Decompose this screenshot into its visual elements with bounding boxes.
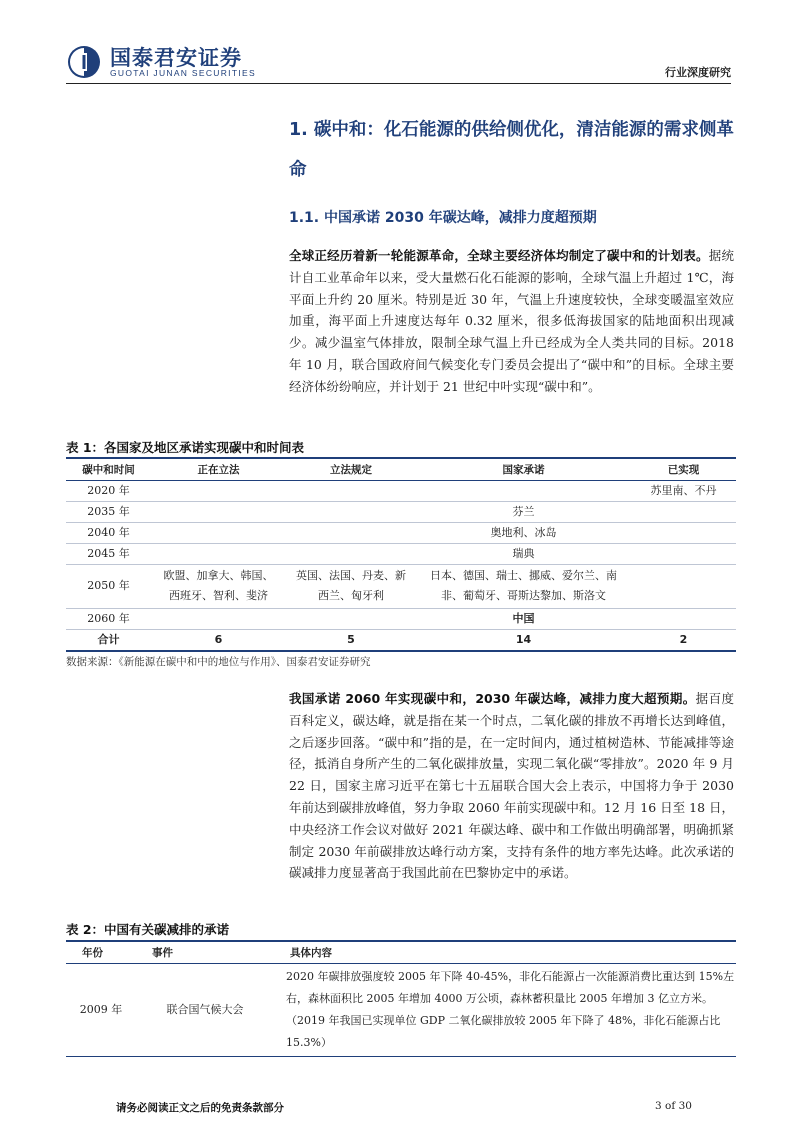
table-cell: 奥地利、冰岛 <box>416 522 631 543</box>
table-cell <box>151 608 286 629</box>
table-cell: 合计 <box>66 629 151 651</box>
subsection-heading: 1.1. 中国承诺 2030 年碳达峰，减排力度超预期 <box>289 210 597 226</box>
table-cell: 5 <box>286 629 416 651</box>
paragraph-lead: 全球正经历着新一轮能源革命，全球主要经济体均制定了碳中和的计划表。 <box>289 248 709 263</box>
table-title: 表 2：中国有关碳减排的承诺 <box>66 922 230 937</box>
table-cell <box>151 543 286 564</box>
table-row <box>66 522 736 543</box>
table-cell <box>151 501 286 522</box>
table-cell: 瑞典 <box>416 543 631 564</box>
table-cell: 芬兰 <box>416 501 631 522</box>
table-row <box>66 480 736 501</box>
table-row <box>66 608 736 629</box>
table-cell: 2050 年 <box>66 564 151 608</box>
table-title: 表 1：各国家及地区承诺实现碳中和时间表 <box>66 440 305 455</box>
table-cell: 2009 年 <box>79 1002 123 1016</box>
paragraph-china-commitment <box>289 688 734 884</box>
table-cell <box>631 608 736 629</box>
section-heading: 1. 碳中和：化石能源的供给侧优化，清洁能源的需求侧革命 <box>289 120 734 180</box>
table-cell <box>631 543 736 564</box>
logo-text-cn: 国泰君安证券 <box>110 46 242 70</box>
paragraph-body: 据统计自工业革命年以来，受大量燃石化石能源的影响，全球气温上升超过 1℃，海平面上升约 20 厘米。特别是近 30 年，气温上升速度较快，全球变暖温室效应加重，海平面上升速度达每年 0.32 厘米，很多低海拔国家的陆地面积出现减少。减少温室气体排放，限制全球气温上升已经成为全人类共同的目标。2018 年 10 月，联合国政府间气候变化专门委员会提出了“碳中和”的目标。全球主要经济体纷纷响应，并计划于 21 世纪中叶实现“碳中和”。 <box>289 248 734 394</box>
page-header <box>66 40 731 84</box>
table-cell <box>631 522 736 543</box>
column-header: 年份 <box>66 941 136 963</box>
table-row <box>66 564 736 608</box>
report-type-label: 行业深度研究 <box>665 66 731 79</box>
table-cell <box>151 480 286 501</box>
table-cell: 2020 年碳排放强度较 2005 年下降 40-45%，非化石能源占一次能源消费比重达到 15%左右，森林面积比 2005 年增加 4000 万公顷，森林蓄积量比 2005 年增加 3 亿立方米。（2019 年我国已实现单位 GDP 二氧化碳排放较 2005 年下降了 48%，非化石能源占比 15.3%） <box>286 969 735 1049</box>
table-header-row <box>66 458 736 480</box>
table-total-row <box>66 629 736 651</box>
logo-text-en: GUOTAI JUNAN SECURITIES <box>110 68 256 78</box>
table-cell: 苏里南、不丹 <box>631 480 736 501</box>
table-cell: 2045 年 <box>66 543 151 564</box>
table-header-row <box>66 941 736 963</box>
table-cell: 英国、法国、丹麦、新西兰、匈牙利 <box>286 564 416 608</box>
page-number: 3 of 30 <box>655 1100 692 1112</box>
table-cell: 中国 <box>416 608 631 629</box>
table-cell: 欧盟、加拿大、韩国、西班牙、智利、斐济 <box>151 564 286 608</box>
table-source: 数据来源：《新能源在碳中和中的地位与作用》、国泰君安证券研究 <box>66 656 371 668</box>
column-header: 已实现 <box>631 458 736 480</box>
table-cell <box>286 480 416 501</box>
table-cell: 日本、德国、瑞士、挪威、爱尔兰、南非、葡萄牙、哥斯达黎加、斯洛文 <box>416 564 631 608</box>
table-row <box>66 501 736 522</box>
column-header: 正在立法 <box>151 458 286 480</box>
table-cell <box>286 543 416 564</box>
table-cell <box>286 501 416 522</box>
table-cell: 2035 年 <box>66 501 151 522</box>
column-header: 国家承诺 <box>416 458 631 480</box>
column-header: 立法规定 <box>286 458 416 480</box>
table-cell <box>416 480 631 501</box>
column-header: 碳中和时间 <box>66 458 151 480</box>
table-cell <box>151 522 286 543</box>
table-cell: 2 <box>631 629 736 651</box>
table-cell <box>631 564 736 608</box>
paragraph-body: 据百度百科定义，碳达峰，就是指在某一个时点，二氧化碳的排放不再增长达到峰值，之后逐步回落。“碳中和”指的是，在一定时间内，通过植树造林、节能减排等途径，抵消自身所产生的二氧化碳排放量，实现二氧化碳“零排放”。2020 年 9 月 22 日，国家主席习近平在第七十五届联合国大会上表示，中国将力争于 2030 年前达到碳排放峰值，努力争取 2060 年前实现碳中和。12 月 16 日至 18 日，中央经济工作会议对做好 2021 年碳达峰、碳中和工作做出明确部署，明确抓紧制定 2030 年前碳排放达峰行动方案，支持有条件的地方率先达峰。此次承诺的碳减排力度显著高于我国此前在巴黎协定中的承诺。 <box>289 691 734 881</box>
table-cell <box>631 501 736 522</box>
paragraph-lead: 我国承诺 2060 年实现碳中和，2030 年碳达峰，减排力度大超预期。 <box>289 691 696 706</box>
table-cell <box>286 522 416 543</box>
column-header: 事件 <box>136 941 274 963</box>
carbon-neutral-timeline-table <box>66 457 736 652</box>
table-cell: 2060 年 <box>66 608 151 629</box>
table-row <box>66 543 736 564</box>
column-header: 具体内容 <box>274 941 736 963</box>
table-cell: 14 <box>416 629 631 651</box>
table-cell: 2020 年 <box>66 480 151 501</box>
table-row <box>66 963 736 1056</box>
table-cell: 联合国气候大会 <box>166 1002 244 1016</box>
company-logo-icon <box>66 44 102 80</box>
china-emission-commitments-table <box>66 940 736 1057</box>
table-cell: 2040 年 <box>66 522 151 543</box>
disclaimer-note: 请务必阅读正文之后的免责条款部分 <box>116 1102 284 1114</box>
table-cell <box>286 608 416 629</box>
table-cell: 6 <box>151 629 286 651</box>
paragraph-global-revolution <box>289 245 734 398</box>
